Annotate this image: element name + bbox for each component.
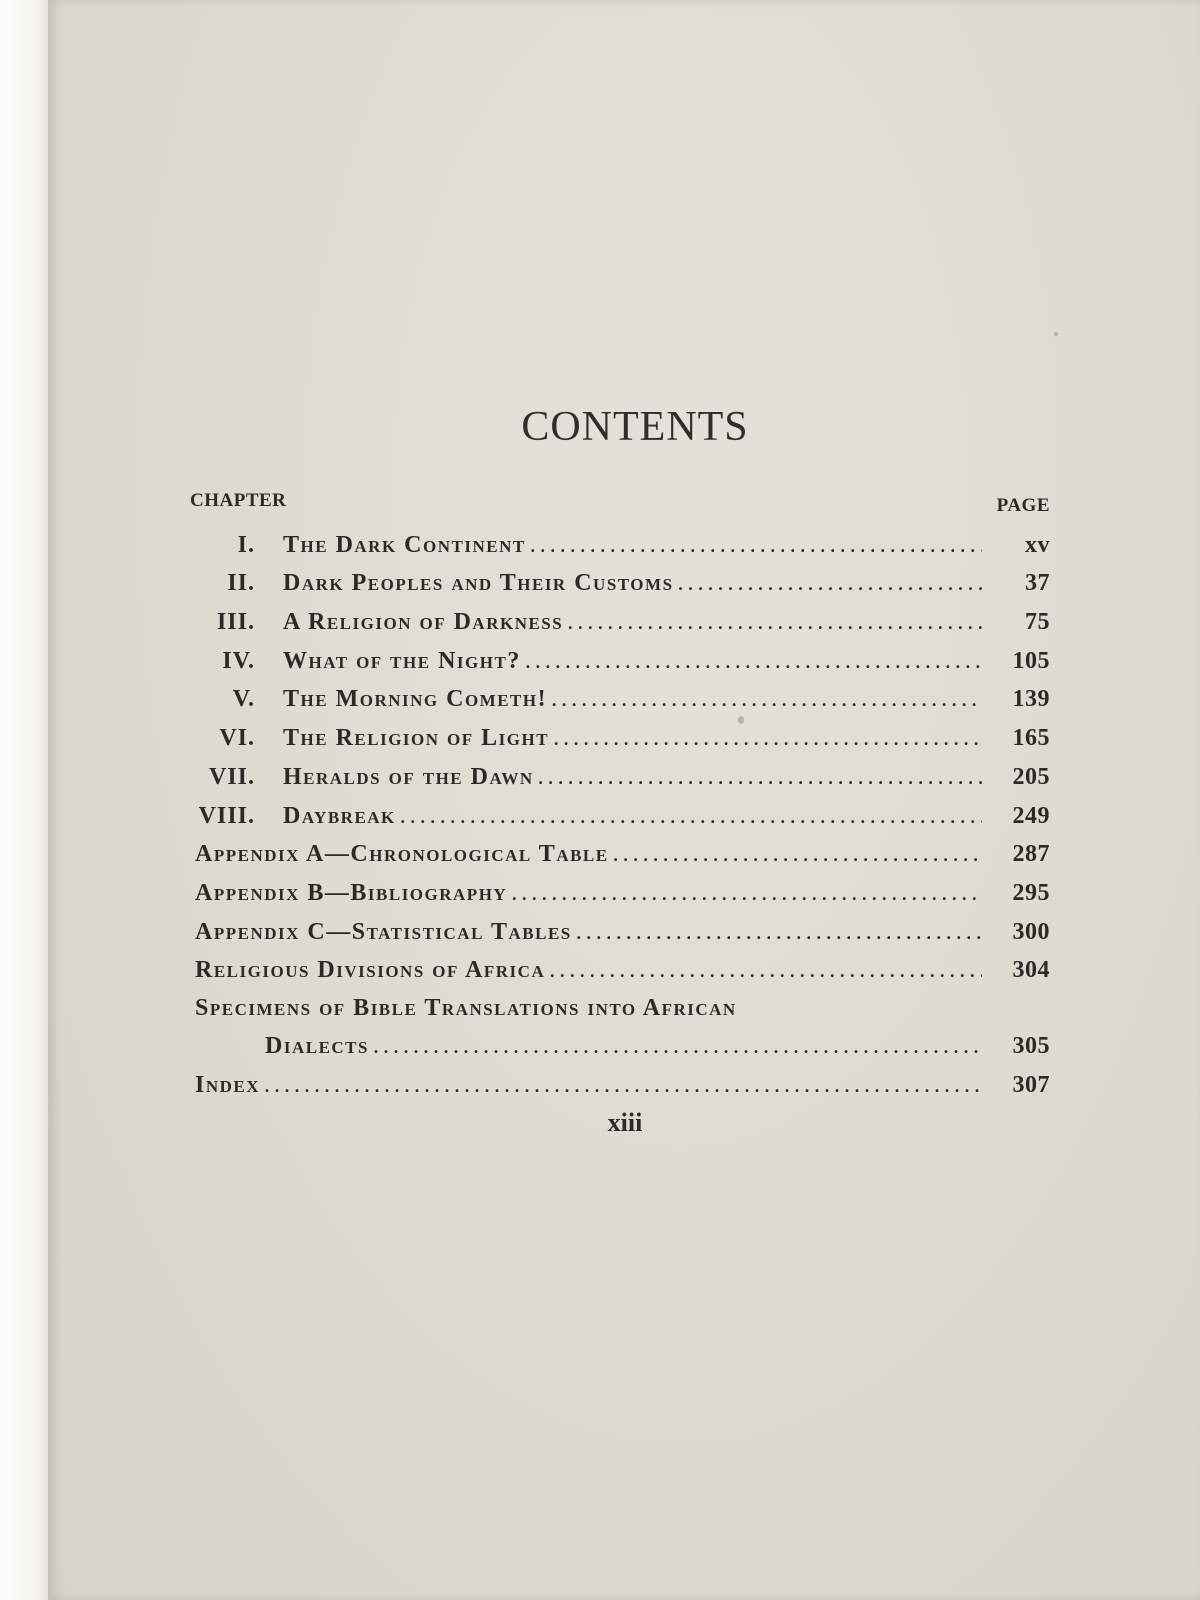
page-number: 287 — [1012, 841, 1050, 868]
page-number: 304 — [1012, 957, 1050, 984]
dot-leader — [400, 803, 982, 830]
dot-leader — [373, 1033, 982, 1060]
toc-appendix-entry — [195, 868, 1050, 907]
toc-appendix-entry — [195, 907, 1050, 946]
dot-leader — [576, 919, 982, 946]
chapter-title: A Religion of Darkness — [283, 609, 564, 636]
dot-leader — [567, 609, 982, 636]
page-number: 139 — [1012, 686, 1050, 713]
dot-leader — [613, 841, 982, 868]
chapter-column-header: CHAPTER — [190, 490, 287, 511]
table-of-contents — [195, 520, 1050, 1099]
page-number: 105 — [1012, 647, 1050, 674]
chapter-title: Daybreak — [283, 802, 396, 829]
toc-appendix-entry — [195, 946, 1050, 985]
toc-entry — [195, 752, 1050, 791]
page-number: 165 — [1012, 725, 1050, 752]
page-number: 307 — [1012, 1071, 1050, 1098]
chapter-number: IV. — [222, 647, 255, 674]
toc-entry — [195, 713, 1050, 752]
page-folio: xiii — [607, 1108, 643, 1137]
dot-leader — [511, 880, 982, 907]
toc-entry — [195, 597, 1050, 636]
page-number: xv — [1025, 531, 1050, 558]
page-number: 305 — [1012, 1033, 1050, 1060]
chapter-title: Dark Peoples and Their Customs — [283, 570, 674, 597]
page-number: 249 — [1012, 802, 1050, 829]
page-number: 37 — [1025, 570, 1050, 597]
paper-speck — [1054, 332, 1058, 336]
appendix-title: Appendix C—Statistical Tables — [195, 918, 572, 945]
dot-leader — [264, 1072, 982, 1099]
toc-entry — [195, 636, 1050, 675]
chapter-number: II. — [227, 570, 255, 597]
appendix-title: Specimens of Bible Translations into African — [195, 995, 737, 1022]
chapter-number: III. — [216, 609, 255, 636]
chapter-number: VIII. — [198, 802, 255, 829]
appendix-title: Index — [195, 1071, 261, 1098]
page-number: 205 — [1012, 763, 1050, 790]
chapter-number: I. — [237, 531, 255, 558]
dot-leader — [538, 764, 982, 791]
toc-entry — [195, 520, 1050, 559]
toc-appendix-entry — [195, 984, 1050, 1022]
page-column-header: PAGE — [996, 495, 1050, 516]
chapter-title: The Religion of Light — [283, 725, 550, 752]
dot-leader — [525, 648, 982, 675]
toc-appendix-entry — [195, 1060, 1050, 1099]
book-gutter — [0, 0, 48, 1600]
toc-entry — [195, 791, 1050, 830]
dot-leader — [551, 686, 982, 713]
page-title: CONTENTS — [521, 404, 749, 450]
dot-leader — [553, 725, 982, 752]
toc-appendix-entry-continuation — [195, 1022, 1050, 1060]
dot-leader — [530, 532, 982, 559]
chapter-number: VII. — [208, 763, 255, 790]
chapter-title: What of the Night? — [283, 647, 521, 674]
chapter-number: V. — [232, 686, 255, 713]
chapter-title: The Morning Cometh! — [283, 686, 548, 713]
toc-appendix-entry — [195, 830, 1050, 869]
toc-entry — [195, 675, 1050, 714]
appendix-title-continuation: Dialects — [265, 1033, 369, 1060]
chapter-number: VI. — [219, 725, 255, 752]
appendix-title: Appendix A—Chronological Table — [195, 841, 609, 868]
appendix-title: Appendix B—Bibliography — [195, 879, 508, 906]
page-number: 75 — [1025, 609, 1050, 636]
appendix-title: Religious Divisions of Africa — [195, 957, 546, 984]
chapter-title: Heralds of the Dawn — [283, 763, 534, 790]
chapter-title: The Dark Continent — [283, 531, 526, 558]
page-number: 300 — [1012, 918, 1050, 945]
toc-entry — [195, 559, 1050, 598]
dot-leader — [549, 957, 982, 984]
dot-leader — [678, 570, 982, 597]
page-number: 295 — [1012, 879, 1050, 906]
